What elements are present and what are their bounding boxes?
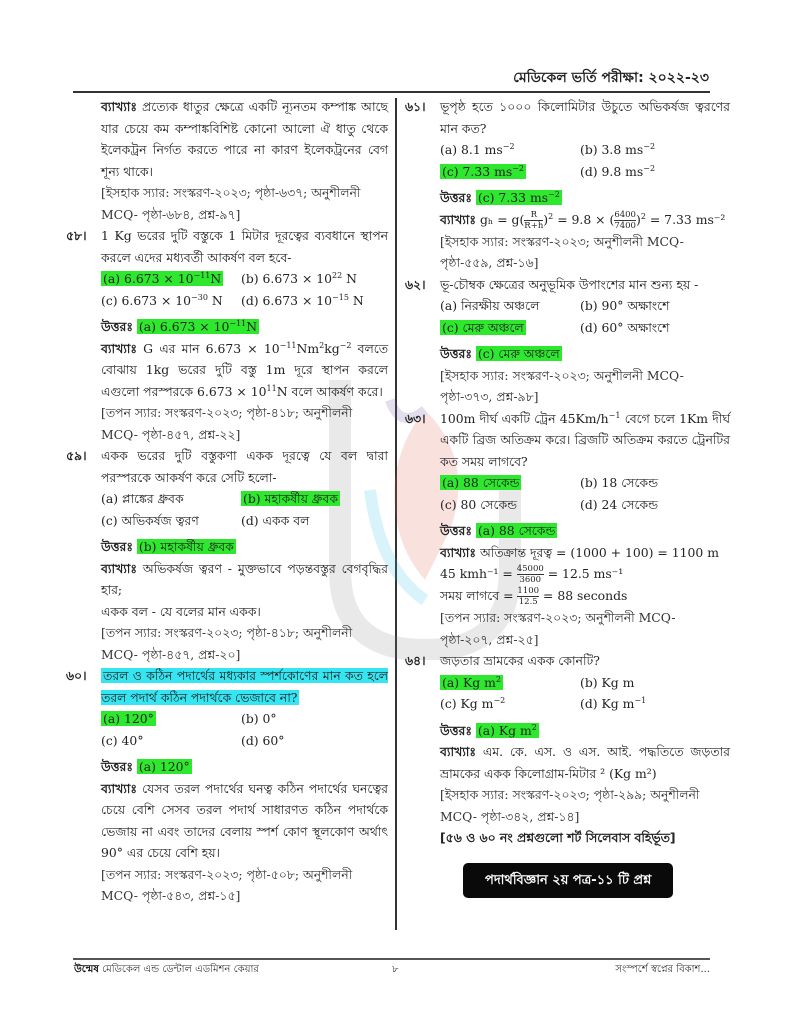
question-64 <box>405 650 730 849</box>
options <box>440 472 730 515</box>
option-a: (a) 8.1 $ms^{-2}$ <box>440 141 515 157</box>
option-d: (d) $6.673 \times 10^{-15}$ N <box>241 292 364 308</box>
option-b: (b) 90° অক্ষাংশে <box>580 298 670 313</box>
question-number: ৬১। <box>405 99 426 114</box>
option-b: (b) 18 সেকেন্ড <box>580 475 658 490</box>
footer-tagline: সংস্পর্শে স্বপ্নের বিকাশ... <box>615 964 710 975</box>
answer-value: (b) মহাকর্ষীয় ধ্রুবক <box>138 539 234 554</box>
question-text: 1 Kg ভরের দুটি বস্তুকে 1 মিটার দূরত্বের ব্যবধানে স্থাপন করলে এদের মধ্যবর্তী আকর্ষণ বল হবে- <box>101 228 388 265</box>
answer-value: (a) 120° <box>138 759 190 774</box>
footer-left <box>74 962 259 979</box>
reference: [তপন স্যার: সংস্করণ-২০২৩; পৃষ্ঠা-৪১৮; অনুশীলনী MCQ- পৃষ্ঠা-৪৫৭, প্রশ্ন-২০] <box>101 625 353 662</box>
reference: [তপন স্যার: সংস্করণ-২০২৩; পৃষ্ঠা-৫০৮; অনুশীলনী MCQ- পৃষ্ঠা-৫৪৩, প্রশ্ন-১৫] <box>101 866 353 903</box>
options <box>101 708 388 751</box>
answer-value: (a) $6.673 \times 10^{-11}N$ <box>138 318 258 334</box>
question-number: ৬০। <box>66 668 87 683</box>
question-58 <box>66 225 388 445</box>
question-number: ৫৯। <box>66 448 87 463</box>
option-b: (b) Kg m <box>580 674 635 690</box>
answer-value: (c) মেরু অঞ্চলে <box>477 346 560 361</box>
explanation: ব্যাখ্যাঃ অতিক্রান্ত দূরত্ব = (1000 + 100) = 1100 m <box>440 544 719 560</box>
q57-explanation-block <box>66 96 388 225</box>
option-a-correct: (a) 120° <box>103 711 154 726</box>
option-d: (d) Kg $m^{-1}$ <box>580 695 647 711</box>
footer-brand: উন্মেষ <box>74 964 99 975</box>
explanation-time: সময় লাগবে = $\frac{1100}{12.5}$ = 88 seconds <box>440 586 628 607</box>
question-61 <box>405 96 730 274</box>
option-c: (c) অভিকর্ষজ ত্বরণ <box>101 512 199 528</box>
options <box>440 139 730 182</box>
options <box>440 295 730 338</box>
question-number: ৬৪। <box>405 653 426 668</box>
left-column <box>66 96 388 907</box>
question-text: একক ভরের দুটি বস্তুকণা একক দূরত্বে যে বল দ্বারা পরস্পরকে আকর্ষণ করে সেটি হলো- <box>101 448 388 485</box>
question-59 <box>66 445 388 665</box>
option-c: (c) Kg $m^{-2}$ <box>440 695 506 711</box>
question-text: 100m দীর্ঘ একটি ট্রেন $45Km/h^{-1}$ বেগে চলে 1Km দীর্ঘ একটি ব্রিজ অতিক্রম করে। ব্রিজটি অতিক্রম করতে ট্রেনটির কত সময় লাগবে? <box>440 410 730 469</box>
option-d: (d) 60° <box>241 732 285 748</box>
explanation: ব্যাখ্যাঃ এম. কে. এস. ও এস. আই. পদ্ধতিতে জড়তার ভ্রামকের একক কিলোগ্রাম-মিটার ² (Kg m²) <box>440 744 730 781</box>
option-c-correct: (c) মেরু অঞ্চলে <box>442 319 524 335</box>
answer-line: উত্তরঃ (a) $6.673 \times 10^{-11}N$ <box>101 318 258 334</box>
option-a-correct: (a) $6.673 \times 10^{-11}N$ <box>103 270 222 286</box>
reference: [ইসহাক স্যার: সংস্করণ-২০২৩; অনুশীলনী MCQ- পৃষ্ঠা-৫৫৯, প্রশ্ন-১৬] <box>440 233 684 270</box>
question-number: ৬৩। <box>405 410 426 426</box>
syllabus-note: [৫৬ ও ৬০ নং প্রশ্নগুলো শর্ট সিলেবাস বহির্ভূত] <box>440 830 676 845</box>
explanation-speed: 45 kmh⁻¹ = $\frac{45000}{3600}$ = 12.5 ms⁻¹ <box>440 564 624 585</box>
question-number: ৫৮। <box>66 228 87 243</box>
right-column <box>405 96 730 898</box>
question-62 <box>405 274 730 408</box>
reference: [তপন স্যার: সংস্করণ-২০২৩; অনুশীলনী MCQ- পৃষ্ঠা-২০৭, প্রশ্ন-২৫] <box>440 610 676 647</box>
option-b: (b) $6.673 \times 10^{22}$ N <box>241 270 358 286</box>
explanation-text: প্রত্যেক ধাতুর ক্ষেত্রে একটি ন্যূনতম কম্পাঙ্ক আছে যার চেয়ে কম কম্পাঙ্কবিশিষ্ট কোনো আলো ঐ ধাতু থেকে ইলেকট্রন নির্গত করতে পারে না কারণ ইলেকট্রনের বেগ শূন্য থাকে। <box>101 99 388 179</box>
options <box>101 488 388 531</box>
options <box>440 672 730 715</box>
option-d: (d) 9.8 $ms^{-2}$ <box>580 163 656 179</box>
answer-line: উত্তরঃ (c) 7.33 $ms^{-2}$ <box>440 189 560 205</box>
option-c: (c) 40° <box>101 732 144 748</box>
answer-value: (a) 88 সেকেন্ড <box>477 523 556 538</box>
option-b-correct: (b) মহাকর্ষীয় ধ্রুবক <box>243 491 338 506</box>
option-c: (c) 80 সেকেন্ড <box>440 496 518 512</box>
explanation-line-2: একক বল - যে বলের মান একক। <box>101 603 261 619</box>
option-d: (d) 24 সেকেন্ড <box>580 496 658 512</box>
option-b: (b) 3.8 $ms^{-2}$ <box>580 141 656 157</box>
option-a-correct: (a) Kg $m^2$ <box>442 674 501 690</box>
option-c: (c) $6.673 \times 10^{-30}$ N <box>101 292 223 308</box>
question-text: ভূ-চৌম্বক ক্ষেত্রের অনুভূমিক উপাংশের মান শুন্য হয় - <box>440 276 699 292</box>
answer-line: উত্তরঃ (b) মহাকর্ষীয় ধ্রুবক <box>101 539 234 554</box>
question-text-highlighted: তরল ও কঠিন পদার্থের মধ্যকার স্পর্শকোণের মান কত হলে তরল পদার্থ কঠিন পদার্থকে ভেজাবে না? <box>101 668 388 705</box>
explanation: ব্যাখ্যাঃ G এর মান $6.673 \times 10^{-11}Nm^2kg^{-2}$ বলতে বোঝায় 1kg ভরের দুটি বস্তু 1m দূরে স্থাপন করলে এগুলো পরস্পরকে $6.673 \times 10^{11}N$ বলে আকর্ষণ করে। <box>101 340 389 399</box>
option-a: (a) নিরক্ষীয় অঞ্চলে <box>440 298 540 313</box>
option-d: (d) 60° অক্ষাংশে <box>580 319 670 335</box>
option-d: (d) একক বল <box>241 512 310 528</box>
explanation-formula: ব্যাখ্যাঃ gₕ = g( $\frac{R}{R+h}$ )$^2$ = 9.8 × ( $\frac{6400}{7400}$ )$^2$ = 7.33 ms⁻² <box>440 209 726 231</box>
explanation: ব্যাখ্যাঃ যেসব তরল পদার্থের ঘনত্ব কঠিন পদার্থের ঘনত্বের চেয়ে বেশি সেসব তরল পদার্থ সাধারণত কঠিন পদার্থকে ভেজায় না এবং তাদের বেলায় স্পর্শ কোণ স্থূলকোণ অর্থাৎ 90° এর চেয়ে বেশি হয়। <box>101 780 388 860</box>
section-badge: পদার্থবিজ্ঞান ২য় পত্র-১১ টি প্রশ্ন <box>463 863 673 899</box>
answer-line: উত্তরঃ (a) Kg $m^2$ <box>440 722 537 738</box>
option-c-correct: (c) 7.33 $ms^{-2}$ <box>442 163 524 179</box>
option-a-correct: (a) 88 সেকেন্ড <box>442 475 520 490</box>
option-a: (a) প্লাঙ্কের ধ্রুবক <box>101 491 184 506</box>
question-number: ৬২। <box>405 276 426 292</box>
explanation-label: ব্যাখ্যাঃ <box>101 99 138 114</box>
reference: [ইসহাক স্যার: সংস্করণ-২০২৩; অনুশীলনী MCQ- পৃষ্ঠা-৩৭৩, প্রশ্ন-৯৮] <box>440 367 684 404</box>
reference: [ইসহাক স্যার: সংস্করণ-২০২৩; পৃষ্ঠা-৬৩৭; অনুশীলনী MCQ- পৃষ্ঠা-৬৮৪, প্রশ্ন-৯৭] <box>101 185 361 222</box>
header-rule <box>73 91 710 93</box>
options <box>101 268 388 311</box>
option-b: (b) 0° <box>241 711 277 726</box>
footer-org: মেডিকেল এন্ড ডেন্টাল এডমিশন কেয়ার <box>102 964 259 975</box>
footer-rule <box>73 958 710 960</box>
reference: [ইসহাক স্যার: সংস্করণ-২০২৩; পৃষ্ঠা-২৯৯; অনুশীলনী MCQ- পৃষ্ঠা-৩৪২, প্রশ্ন-১৪] <box>440 787 700 824</box>
answer-line: উত্তরঃ (a) 88 সেকেন্ড <box>440 523 556 538</box>
question-63 <box>405 408 730 651</box>
page-number: ৮ <box>392 964 399 975</box>
question-60 <box>66 665 388 907</box>
answer-value: (a) Kg $m^2$ <box>477 722 537 738</box>
question-text: ভূপৃষ্ঠ হতে ১০০০ কিলোমিটার উচুতে অভিকর্ষজ ত্বরণের মান কত? <box>440 99 730 136</box>
page-header-title: মেডিকেল ভর্তি পরীক্ষা: ২০২২-২৩ <box>513 70 709 86</box>
answer-line: উত্তরঃ (c) মেরু অঞ্চলে <box>440 346 560 361</box>
answer-line: উত্তরঃ (a) 120° <box>101 759 190 774</box>
question-text: জড়তার ভ্রামকের একক কোনটি? <box>440 653 600 668</box>
column-divider <box>395 98 397 930</box>
reference: [তপন স্যার: সংস্করণ-২০২৩; পৃষ্ঠা-৪১৮; অনুশীলনী MCQ- পৃষ্ঠা-৪৫৭, প্রশ্ন-২২] <box>101 405 353 442</box>
answer-value: (c) 7.33 $ms^{-2}$ <box>477 189 560 205</box>
explanation: ব্যাখ্যাঃ অভিকর্ষজ ত্বরণ - মুক্তভাবে পড়ন্তবস্তুর বেগবৃদ্ধির হার; <box>101 560 388 597</box>
